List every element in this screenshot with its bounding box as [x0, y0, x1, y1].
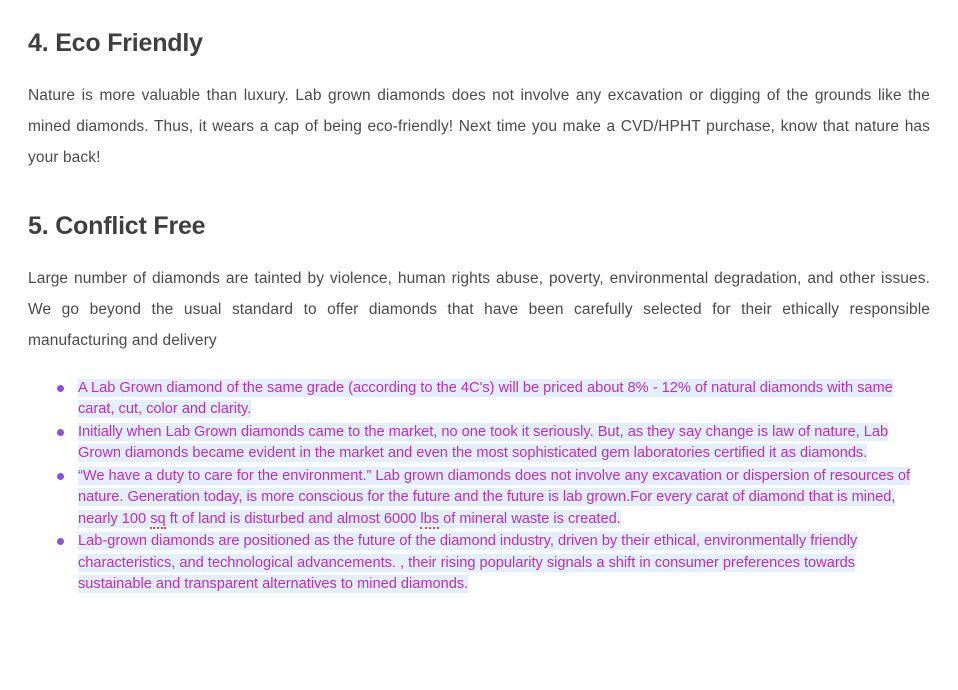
section-block-conflict-free [28, 211, 930, 356]
section-block-eco-friendly [28, 28, 930, 173]
spelling-error: lbs [420, 510, 440, 527]
page-heading-conflict-free: 5. Conflict Free [28, 212, 206, 240]
list-item [74, 422, 930, 465]
bullet-dot-icon [57, 385, 64, 392]
paragraph-eco-friendly: Nature is more valuable than luxury. Lab grown diamonds does not involve any excavation or digging of the grounds like the mined diamonds. Thus, it wears a cap of being eco-friendly! Next time you make a CVD/HPHT purchase, know that nature has your back! [28, 87, 930, 166]
list-item-text: Lab-grown diamonds are positioned as the future of the diamond industry, driven by their ethical, environmentally friendly characteristics, and technological advancements. , their rising popularity signals a shift in consumer preferences towards sustainable and transparent alternatives to mined diamonds. [78, 533, 858, 592]
bullet-dot-icon [57, 538, 64, 545]
bullet-list [28, 378, 930, 595]
list-item [74, 466, 930, 530]
list-item-text: “We have a duty to care for the environment.” Lab grown diamonds does not involve any excavation or dispersion of resources of nature. Generation today, is more conscious for the future and the future is lab grown.For every carat of diamond that is mined, nearly 100 sq ft of land is disturbed and almost 6000 lbs of mineral waste is created. [78, 467, 911, 527]
list-item [74, 378, 930, 421]
page-heading-eco-friendly: 4. Eco Friendly [28, 29, 203, 57]
list-item-text: A Lab Grown diamond of the same grade (according to the 4C's) will be priced about 8% - 12% of natural diamonds with same carat, cut, color and clarity. [78, 380, 893, 418]
bullet-dot-icon [57, 473, 64, 480]
list-item [74, 531, 930, 595]
paragraph-conflict-free: Large number of diamonds are tainted by violence, human rights abuse, poverty, environmental degradation, and other issues. We go beyond the usual standard to offer diamonds that have been carefully selected for their ethically responsible manufacturing and delivery [28, 270, 930, 349]
spelling-error: sq [150, 510, 166, 527]
bullet-dot-icon [57, 429, 64, 436]
list-item-text: Initially when Lab Grown diamonds came to the market, no one took it seriously. But, as they say change is law of nature, Lab Grown diamonds became evident in the market and even the most sophisticated gem laboratories certified it as diamonds. [78, 423, 889, 462]
